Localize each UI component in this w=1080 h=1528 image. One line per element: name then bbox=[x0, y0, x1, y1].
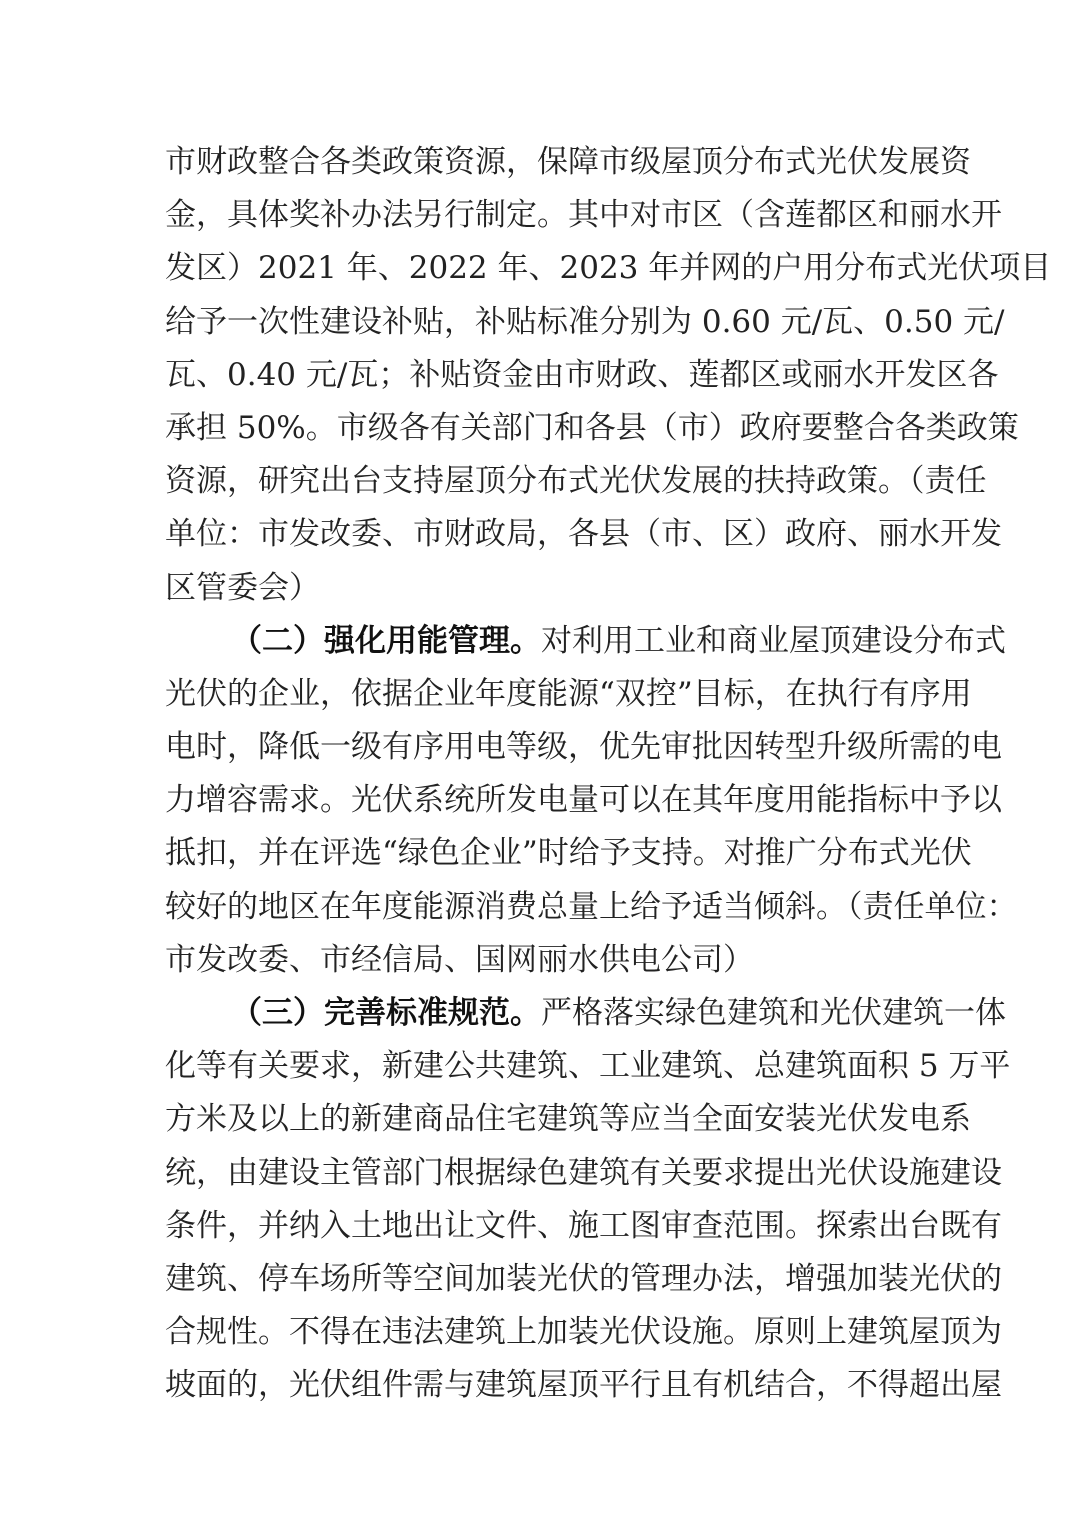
paragraph-first-line bbox=[165, 987, 1006, 1040]
text-line: 合规性。不得在违法建筑上加装光伏设施。原则上建筑屋顶为 bbox=[165, 1314, 1002, 1351]
text-line: 方米及以上的新建商品住宅建筑等应当全面安装光伏发电系 bbox=[165, 1101, 971, 1138]
text-line: 电时，降低一级有序用电等级，优先审批因转型升级所需的电 bbox=[165, 729, 1002, 766]
text-line: 金，具体奖补办法另行制定。其中对市区（含莲都区和丽水开 bbox=[165, 197, 1002, 234]
text-line: 条件，并纳入土地出让文件、施工图审查范围。探索出台既有 bbox=[165, 1207, 1002, 1244]
text-line: 市发改委、市经信局、国网丽水供电公司） bbox=[165, 941, 754, 978]
section-heading-standards: （三）完善标准规范。 bbox=[231, 995, 541, 1031]
paragraph-first-line bbox=[165, 615, 1006, 668]
document-body bbox=[165, 136, 1052, 1413]
text-line: 较好的地区在年度能源消费总量上给予适当倾斜。（责任单位： bbox=[165, 888, 1018, 925]
text-line: 区管委会） bbox=[165, 569, 320, 606]
text-line: 抵扣，并在评选“绿色企业”时给予支持。对推广分布式光伏 bbox=[165, 835, 972, 872]
text-line: 发区）2021 年、2022 年、2023 年并网的户用分布式光伏项目 bbox=[165, 250, 1052, 287]
text-line: 建筑、停车场所等空间加装光伏的管理办法，增强加装光伏的 bbox=[165, 1260, 1002, 1297]
section-heading-energy-management: （二）强化用能管理。 bbox=[231, 622, 541, 659]
text-line: 市财政整合各类政策资源，保障市级屋顶分布式光伏发展资 bbox=[165, 144, 971, 180]
text-line: 承担 50%。市级各有关部门和各县（市）政府要整合各类政策 bbox=[165, 409, 1019, 446]
text-line: 资源，研究出台支持屋顶分布式光伏发展的扶持政策。（责任 bbox=[165, 463, 987, 500]
text-line: 统，由建设主管部门根据绿色建筑有关要求提出光伏设施建设 bbox=[165, 1154, 1002, 1191]
text-line: 瓦、0.40 元/瓦；补贴资金由市财政、莲都区或丽水开发区各 bbox=[165, 356, 999, 393]
text-fragment: 对利用工业和商业屋顶建设分布式 bbox=[541, 622, 1006, 659]
text-line: 光伏的企业，依据企业年度能源“双控”目标，在执行有序用 bbox=[165, 675, 972, 712]
text-fragment: 严格落实绿色建筑和光伏建筑一体 bbox=[541, 995, 1006, 1031]
text-line: 给予一次性建设补贴，补贴标准分别为 0.60 元/瓦、0.50 元/ bbox=[165, 303, 1005, 340]
text-line: 化等有关要求，新建公共建筑、工业建筑、总建筑面积 5 万平 bbox=[165, 1048, 1011, 1085]
text-line: 力增容需求。光伏系统所发电量可以在其年度用能指标中予以 bbox=[165, 782, 1002, 819]
text-line: 单位：市发改委、市财政局，各县（市、区）政府、丽水开发 bbox=[165, 516, 1002, 553]
text-line: 坡面的，光伏组件需与建筑屋顶平行且有机结合，不得超出屋 bbox=[165, 1367, 1002, 1404]
